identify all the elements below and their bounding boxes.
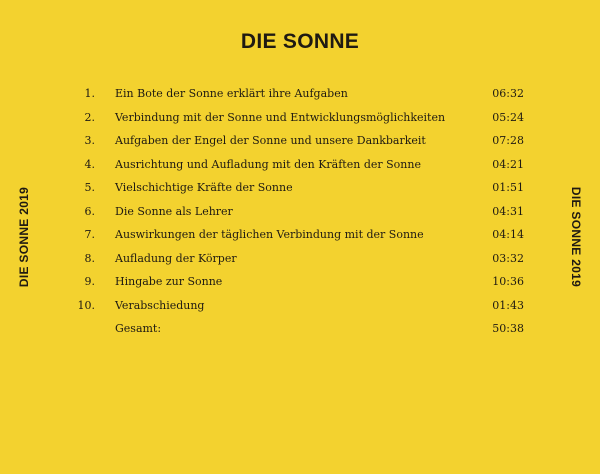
track-title: Ausrichtung und Aufladung mit den Kräften der Sonne (115, 157, 421, 171)
track-row (0, 155, 600, 175)
track-duration: 03:32 (492, 251, 524, 265)
track-duration: 04:21 (492, 157, 524, 171)
track-title: Verbindung mit der Sonne und Entwicklungsmöglichkeiten (115, 110, 446, 124)
track-row (0, 272, 600, 292)
track-title: Aufladung der Körper (115, 251, 237, 265)
track-number: 3. (84, 134, 95, 147)
track-row (0, 131, 600, 151)
track-title: Vielschichtige Kräfte der Sonne (115, 181, 293, 194)
track-number: 7. (84, 228, 95, 241)
track-row (0, 249, 600, 269)
total-label: Gesamt: (115, 322, 162, 335)
track-row (0, 225, 600, 245)
track-duration: 10:36 (492, 275, 524, 288)
track-row (0, 202, 600, 222)
track-number: 4. (84, 157, 95, 171)
track-number: 9. (84, 275, 95, 288)
track-title: Die Sonne als Lehrer (115, 204, 233, 218)
track-duration: 01:51 (492, 181, 524, 194)
track-number: 5. (84, 181, 95, 194)
track-title: Aufgaben der Engel der Sonne und unsere Dankbarkeit (115, 134, 426, 147)
track-duration: 05:24 (492, 110, 524, 124)
track-number: 10. (77, 298, 95, 312)
track-duration: 07:28 (492, 134, 524, 147)
track-number: 1. (84, 87, 95, 100)
track-row (0, 178, 600, 198)
spine-text-left: DIE SONNE 2019 (17, 186, 31, 288)
page-title: DIE SONNE (240, 30, 360, 53)
track-title: Verabschiedung (115, 298, 205, 312)
track-title: Hingabe zur Sonne (115, 275, 223, 288)
track-duration: 04:14 (492, 228, 524, 241)
track-row (0, 84, 600, 104)
track-duration: 06:32 (492, 87, 524, 100)
track-title: Ein Bote der Sonne erklärt ihre Aufgaben (115, 87, 348, 100)
total-duration: 50:38 (492, 322, 524, 335)
track-row (0, 296, 600, 316)
spine-text-right: DIE SONNE 2019 (569, 186, 583, 288)
track-number: 8. (84, 251, 95, 265)
track-number: 2. (84, 110, 95, 124)
track-number: 6. (84, 204, 95, 218)
total-row (0, 319, 600, 339)
track-duration: 04:31 (492, 204, 524, 218)
track-title: Auswirkungen der täglichen Verbindung mit der Sonne (115, 228, 424, 241)
track-row (0, 108, 600, 128)
track-duration: 01:43 (492, 298, 524, 312)
